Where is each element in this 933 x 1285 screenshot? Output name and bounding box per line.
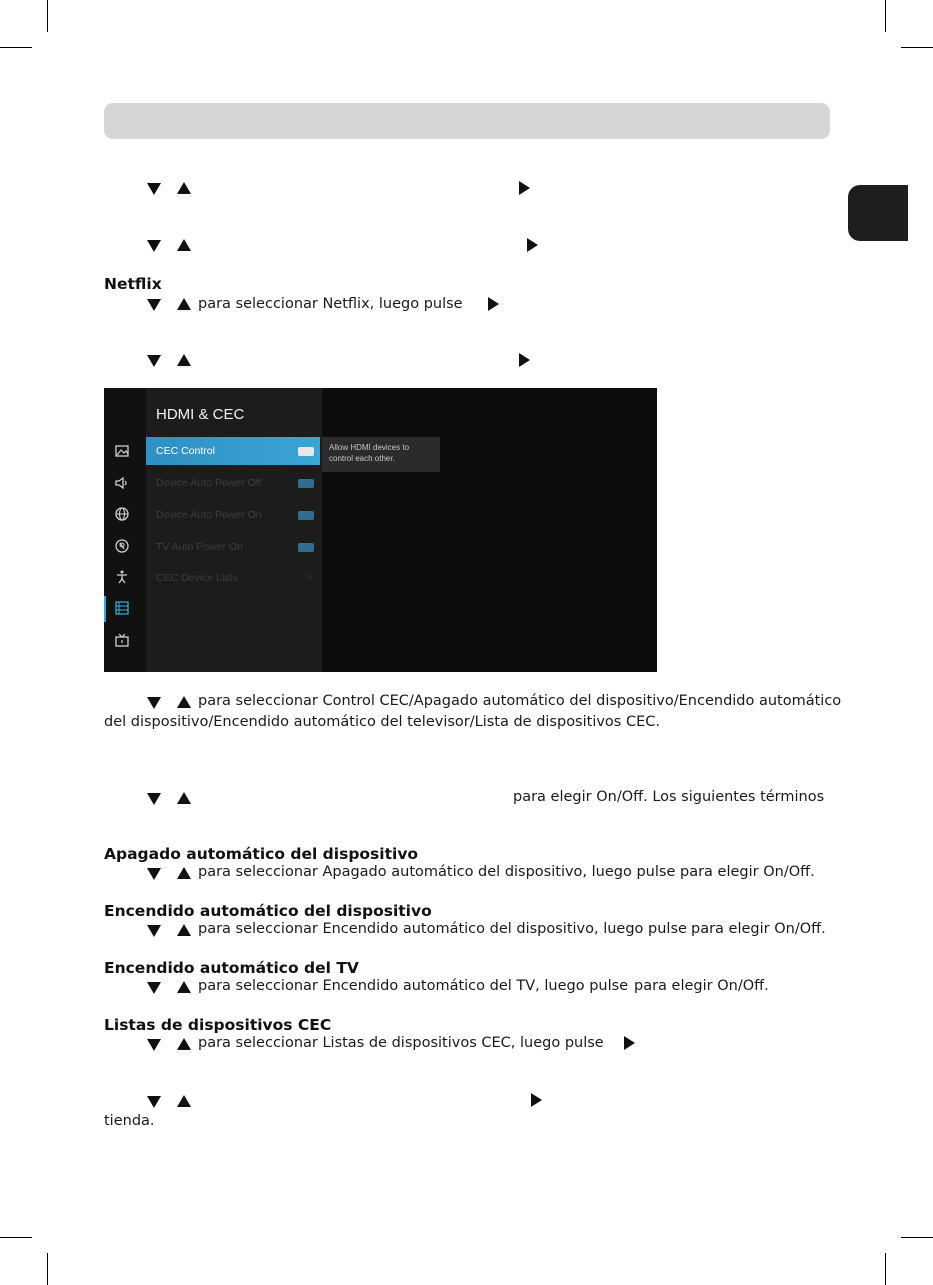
right-arrow-icon bbox=[519, 181, 530, 195]
tv-row-label: TV Auto Power On bbox=[156, 541, 243, 553]
up-arrow-icon bbox=[177, 239, 191, 251]
right-arrow-icon bbox=[527, 238, 538, 252]
system-icon bbox=[114, 600, 130, 616]
down-arrow-icon bbox=[147, 868, 161, 880]
cec-control-instruction: para elegir On/Off. Los siguientes términos bbox=[513, 789, 825, 805]
auto-on-instruction: para seleccionar Encendido automático del dispositivo, luego pulse bbox=[198, 921, 687, 937]
chevron-right-icon: › bbox=[308, 571, 312, 583]
right-arrow-icon bbox=[519, 353, 530, 367]
language-side-tab bbox=[848, 185, 908, 241]
parental-icon bbox=[114, 538, 130, 554]
heading-netflix: Netflix bbox=[104, 275, 162, 293]
tv-row-tv-auto-power-on[interactable] bbox=[146, 533, 320, 561]
up-arrow-icon bbox=[177, 298, 191, 310]
toggle-switch[interactable] bbox=[298, 543, 314, 552]
down-arrow-icon bbox=[147, 925, 161, 937]
up-arrow-icon bbox=[177, 1038, 191, 1050]
auto-off-instruction: para seleccionar Apagado automático del dispositivo, luego pulse bbox=[198, 864, 676, 880]
crop-mark bbox=[885, 0, 886, 32]
toggle-switch[interactable] bbox=[298, 479, 314, 488]
crop-mark bbox=[901, 1237, 933, 1238]
down-arrow-icon bbox=[147, 183, 161, 195]
up-arrow-icon bbox=[177, 696, 191, 708]
cec-select-instruction-line1: para seleccionar Control CEC/Apagado automático del dispositivo/Encendido automático bbox=[198, 693, 842, 709]
auto-on-suffix: para elegir On/Off. bbox=[691, 921, 826, 937]
crop-mark bbox=[885, 1253, 886, 1285]
network-icon bbox=[114, 506, 130, 522]
tv-on-suffix: para elegir On/Off. bbox=[634, 978, 769, 994]
crop-mark bbox=[0, 1237, 32, 1238]
tv-settings-panel bbox=[146, 388, 322, 672]
up-arrow-icon bbox=[177, 867, 191, 879]
down-arrow-icon bbox=[147, 1096, 161, 1108]
up-arrow-icon bbox=[177, 1095, 191, 1107]
tv-icon-rail bbox=[104, 388, 146, 672]
down-arrow-icon bbox=[147, 240, 161, 252]
down-arrow-icon bbox=[147, 355, 161, 367]
cec-select-instruction-line2: del dispositivo/Encendido automático del televisor/Lista de dispositivos CEC. bbox=[104, 714, 660, 730]
accessibility-icon bbox=[114, 569, 130, 585]
tv-row-label: Device Auto Power Off bbox=[156, 477, 262, 489]
tv-row-label: Device Auto Power On bbox=[156, 509, 262, 521]
heading-auto-power-off: Apagado automático del dispositivo bbox=[104, 845, 419, 863]
up-arrow-icon bbox=[177, 354, 191, 366]
section-title-bar bbox=[104, 103, 830, 139]
right-arrow-icon bbox=[488, 297, 499, 311]
cec-list-instruction: para seleccionar Listas de dispositivos CEC, luego pulse bbox=[198, 1035, 604, 1051]
netflix-instruction: para seleccionar Netflix, luego pulse bbox=[198, 296, 463, 312]
up-arrow-icon bbox=[177, 924, 191, 936]
crop-mark bbox=[47, 1253, 48, 1285]
down-arrow-icon bbox=[147, 697, 161, 709]
right-arrow-icon bbox=[624, 1036, 635, 1050]
crop-mark bbox=[47, 0, 48, 32]
tv-rail-selection-marker bbox=[104, 596, 106, 622]
up-arrow-icon bbox=[177, 182, 191, 194]
tv-menu-screenshot bbox=[104, 388, 657, 672]
down-arrow-icon bbox=[147, 1039, 161, 1051]
tv-on-instruction: para seleccionar Encendido automático del TV, luego pulse bbox=[198, 978, 629, 994]
up-arrow-icon bbox=[177, 792, 191, 804]
heading-auto-power-on: Encendido automático del dispositivo bbox=[104, 902, 432, 920]
tv-row-label: CEC Control bbox=[156, 445, 215, 457]
tv-row-cec-control[interactable] bbox=[146, 437, 320, 465]
tv-menu-title: HDMI & CEC bbox=[156, 406, 245, 423]
right-arrow-icon bbox=[531, 1093, 542, 1107]
tv-row-device-auto-power-on[interactable] bbox=[146, 501, 320, 529]
toggle-switch[interactable] bbox=[298, 447, 314, 456]
crop-mark bbox=[0, 47, 32, 48]
channel-icon bbox=[114, 632, 130, 648]
last-instruction-line2: tienda. bbox=[104, 1113, 155, 1129]
down-arrow-icon bbox=[147, 982, 161, 994]
down-arrow-icon bbox=[147, 299, 161, 311]
sound-icon bbox=[114, 475, 130, 491]
down-arrow-icon bbox=[147, 793, 161, 805]
heading-cec-device-lists: Listas de dispositivos CEC bbox=[104, 1016, 332, 1034]
tv-row-label: CEC Device Lists bbox=[156, 572, 238, 584]
up-arrow-icon bbox=[177, 981, 191, 993]
auto-off-suffix: para elegir On/Off. bbox=[680, 864, 815, 880]
toggle-switch[interactable] bbox=[298, 511, 314, 520]
picture-icon bbox=[114, 443, 130, 459]
heading-tv-auto-power-on: Encendido automático del TV bbox=[104, 959, 359, 977]
tv-row-device-auto-power-off[interactable] bbox=[146, 469, 320, 497]
tv-tooltip: Allow HDMI devices to control each other. bbox=[322, 437, 440, 472]
tv-row-cec-device-lists[interactable] bbox=[146, 564, 320, 592]
crop-mark bbox=[901, 47, 933, 48]
